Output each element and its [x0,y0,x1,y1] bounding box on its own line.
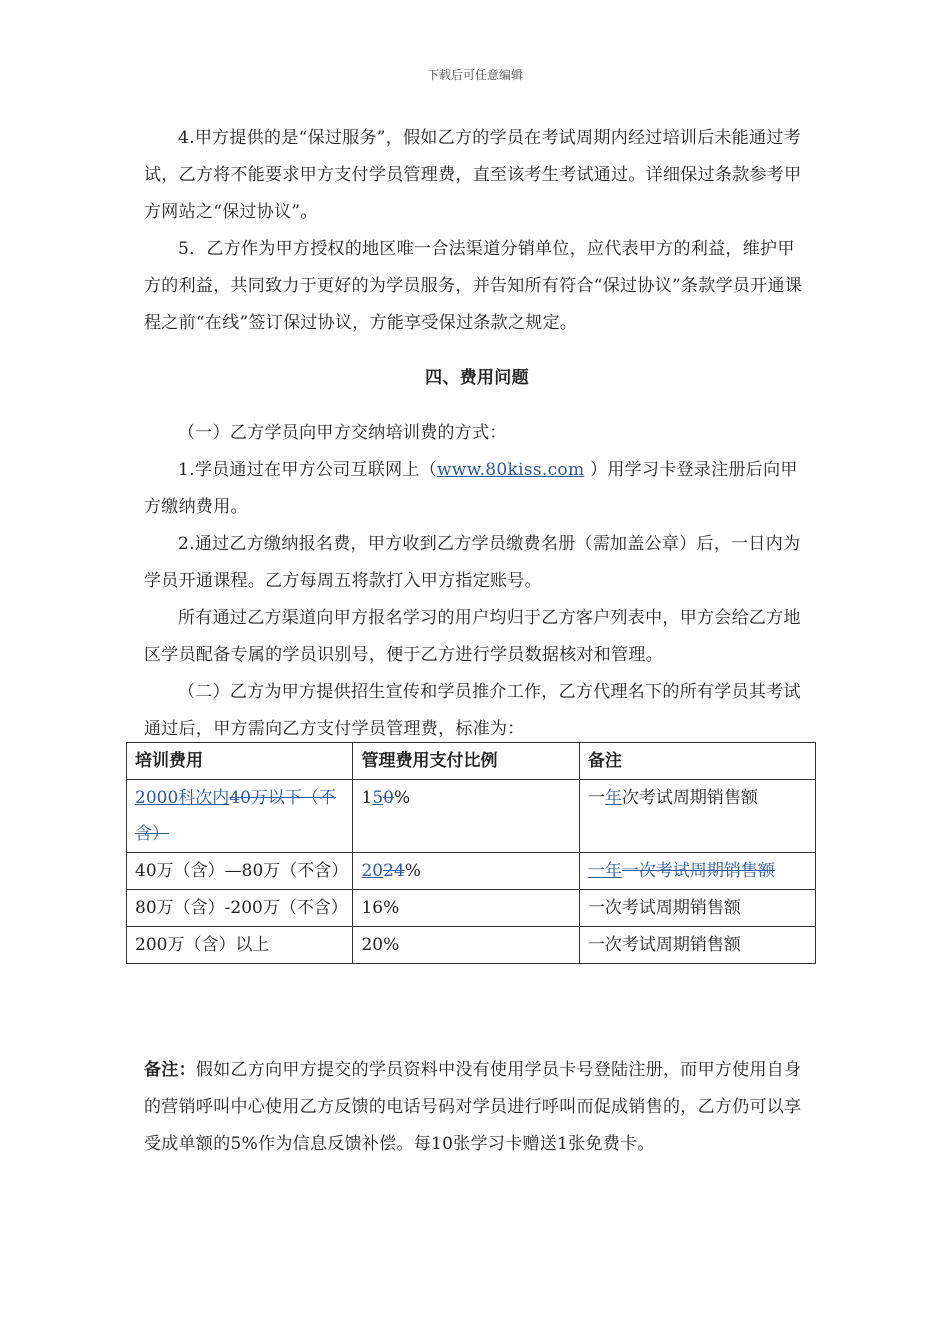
row1-remark-plain-1: 一 [587,788,605,808]
clause-4: 4.甲方提供的是“保过服务”，假如乙方的学员在考试周期内经过培训后未能通过考试，乙方将不能要求甲方支付学员管理费，直至该考生考试通过。详细保过条款参考甲方网站之“保过协议”。 [144,128,802,222]
website-link[interactable]: www.80kiss.com [437,460,585,480]
row1-ratio-deleted: 0 [383,788,394,808]
page-header: 下载后可任意编辑 [426,68,523,82]
header-remark: 备注 [579,743,815,780]
table-row [127,890,816,927]
row1-remark-inserted: 年 [604,788,622,808]
row2-remark-deleted: 一次考试周期销售额 [621,861,775,881]
note-label: 备注： [144,1060,196,1080]
row1-ratio-inserted: 5 [372,788,384,808]
row4-fee: 200万（含）以上 [127,927,353,964]
row3-remark: 一次考试周期销售额 [579,890,815,927]
row2-ratio-deleted: 24 [383,861,405,881]
table-row [127,780,816,853]
payment-method-1-after: ）用学习卡登录注册后向甲方缴纳费用。 [144,460,798,517]
table-row [127,853,816,890]
payment-method-2: 2.通过乙方缴纳报名费，甲方收到乙方学员缴费名册（需加盖公章）后，一日内为学员开通课程。乙方每周五将款打入甲方指定账号。 [144,534,801,591]
row1-remark [579,780,815,853]
table-row [127,927,816,964]
row1-ratio-plain-2: % [393,788,411,808]
payment-method-1-before: 1.学员通过在甲方公司互联网上（ [178,460,438,480]
row2-remark-inserted: 一年 [587,861,622,881]
row1-ratio-plain-1: 1 [361,788,373,808]
row1-fee-deleted: 40万以下（不含） [135,788,336,844]
subsection-1-heading: （一）乙方学员向甲方交纳培训费的方式： [178,423,507,443]
row2-ratio-inserted: 20 [361,861,384,881]
note-text: 假如乙方向甲方提交的学员资料中没有使用学员卡号登陆注册，而甲方使用自身的营销呼叫中心使用乙方反馈的电话号码对学员进行呼叫而促成销售的，乙方仍可以享受成单额的5%作为信息反馈补偿。每10张学习卡赠送1张免费卡。 [144,1060,802,1154]
row2-ratio [353,853,579,890]
subsection-2-heading: （二）乙方为甲方提供招生宣传和学员推介工作，乙方代理名下的所有学员其考试通过后，甲方需向乙方支付学员管理费，标准为： [144,682,801,739]
row1-remark-plain-2: 次考试周期销售额 [621,788,758,808]
row4-remark: 一次考试周期销售额 [579,927,815,964]
table-header-row [127,743,816,780]
management-fee-table [126,742,816,964]
customer-list-paragraph: 所有通过乙方渠道向甲方报名学习的用户均归于乙方客户列表中，甲方会给乙方地区学员配备专属的学员识别号，便于乙方进行学员数据核对和管理。 [144,608,801,665]
row4-ratio: 20% [353,927,579,964]
row1-fee-inserted: 2000科次内 [135,788,230,808]
document-body [144,120,810,748]
row2-remark [579,853,815,890]
row3-ratio: 16% [353,890,579,927]
header-training-fee: 培训费用 [127,743,353,780]
clause-5: 5．乙方作为甲方授权的地区唯一合法渠道分销单位，应代表甲方的利益，维护甲方的利益，共同致力于更好的为学员服务，并告知所有符合“保过协议”条款学员开通课程之前“在线”签订保过协议，方能享受保过条款之规定。 [144,239,803,333]
row1-ratio [353,780,579,853]
row1-fee [127,780,353,853]
section-title-fees: 四、费用问题 [425,368,529,388]
payment-method-1 [144,452,810,526]
note-paragraph [144,1052,810,1163]
header-payment-ratio: 管理费用支付比例 [353,743,579,780]
row2-fee: 40万（含）—80万（不含） [127,853,353,890]
row2-ratio-plain: % [404,861,421,881]
row3-fee: 80万（含）-200万（不含） [127,890,353,927]
